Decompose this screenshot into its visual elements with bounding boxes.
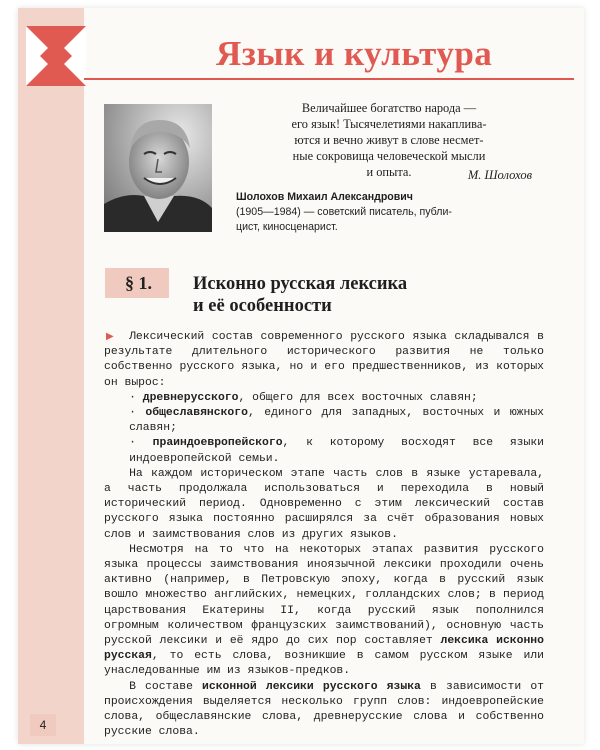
quote-line: его язык! Тысячелетиями накаплива- [291,117,487,131]
page-number: 4 [30,714,56,736]
quote-line: и опыта. [366,165,412,179]
list-item: · общеславянского, единого для западных, восточных и южных славян; [129,407,544,435]
left-margin-band [18,8,84,744]
bio-line: (1905—1984) — советский писатель, публи- [236,206,452,218]
paragraph: На каждом историческом этапе часть слов в языке устаревала, а часть продолжала использоваться и переходила в новый исторический период. Одновременно с этим лексический состав русского языка постоянно расширялся за счёт образования новых слов и заимствования слов из других языков. [104,467,544,541]
quote-line: Величайшее богатство народа — [301,101,477,115]
paragraph: Несмотря на то что на некоторых этапах развития русского языка процессы заимствования иноязычной лексики проходили очень активно (например, в Петровскую эпоху, когда в русский язык вошло множество английских, немецких, голландских слов; в период царствования Екатерины II, когда русский язык пополнился огромным количеством французских заимствований), основную часть русской лексики и её ядро до сих пор составляет лексика исконно русская, то есть слова, возникшие в самом русском языке или унаследованные им из языков-предков. [104,543,544,678]
list-item: · праиндоевропейского, к которому восходят все языки индоевропейской семьи. [129,437,545,465]
paragraph: В составе исконной лексики русского языка в зависимости от происхождения выделяется несколько групп слов: индоевропейские слова, общеславянские слова, древнерусские слова и собственно русские слова. [104,680,544,739]
section-number-badge: § 1. [105,268,169,298]
quote-line: ные сокровища человеческой мысли [292,149,486,163]
quote-author: М. Шолохов [467,168,532,182]
author-portrait [104,104,212,232]
author-bio [236,190,536,235]
bio-name: Шолохов Михаил Александрович [236,191,413,203]
paragraph-marker-icon: ▶ [106,331,114,342]
quote-line: ются и вечно живут в слове несмет- [294,133,484,147]
corner-ornament-icon [26,26,86,86]
section-title: Исконно русская лексика и её особенности [193,274,408,316]
list-item: · древнерусского, общего для всех восточных славян; [129,391,478,404]
textbook-page [18,8,584,744]
bio-line: цист, киносценарист. [236,221,338,233]
paragraph: Лексический состав современного русского языка складывался в результате длительного исторического развития не только собственно русского языка, но и его предшественников, из которых он вырос: [104,331,544,389]
header-divider [84,78,574,80]
chapter-title: Язык и культура [216,34,493,73]
body-text [104,330,544,740]
